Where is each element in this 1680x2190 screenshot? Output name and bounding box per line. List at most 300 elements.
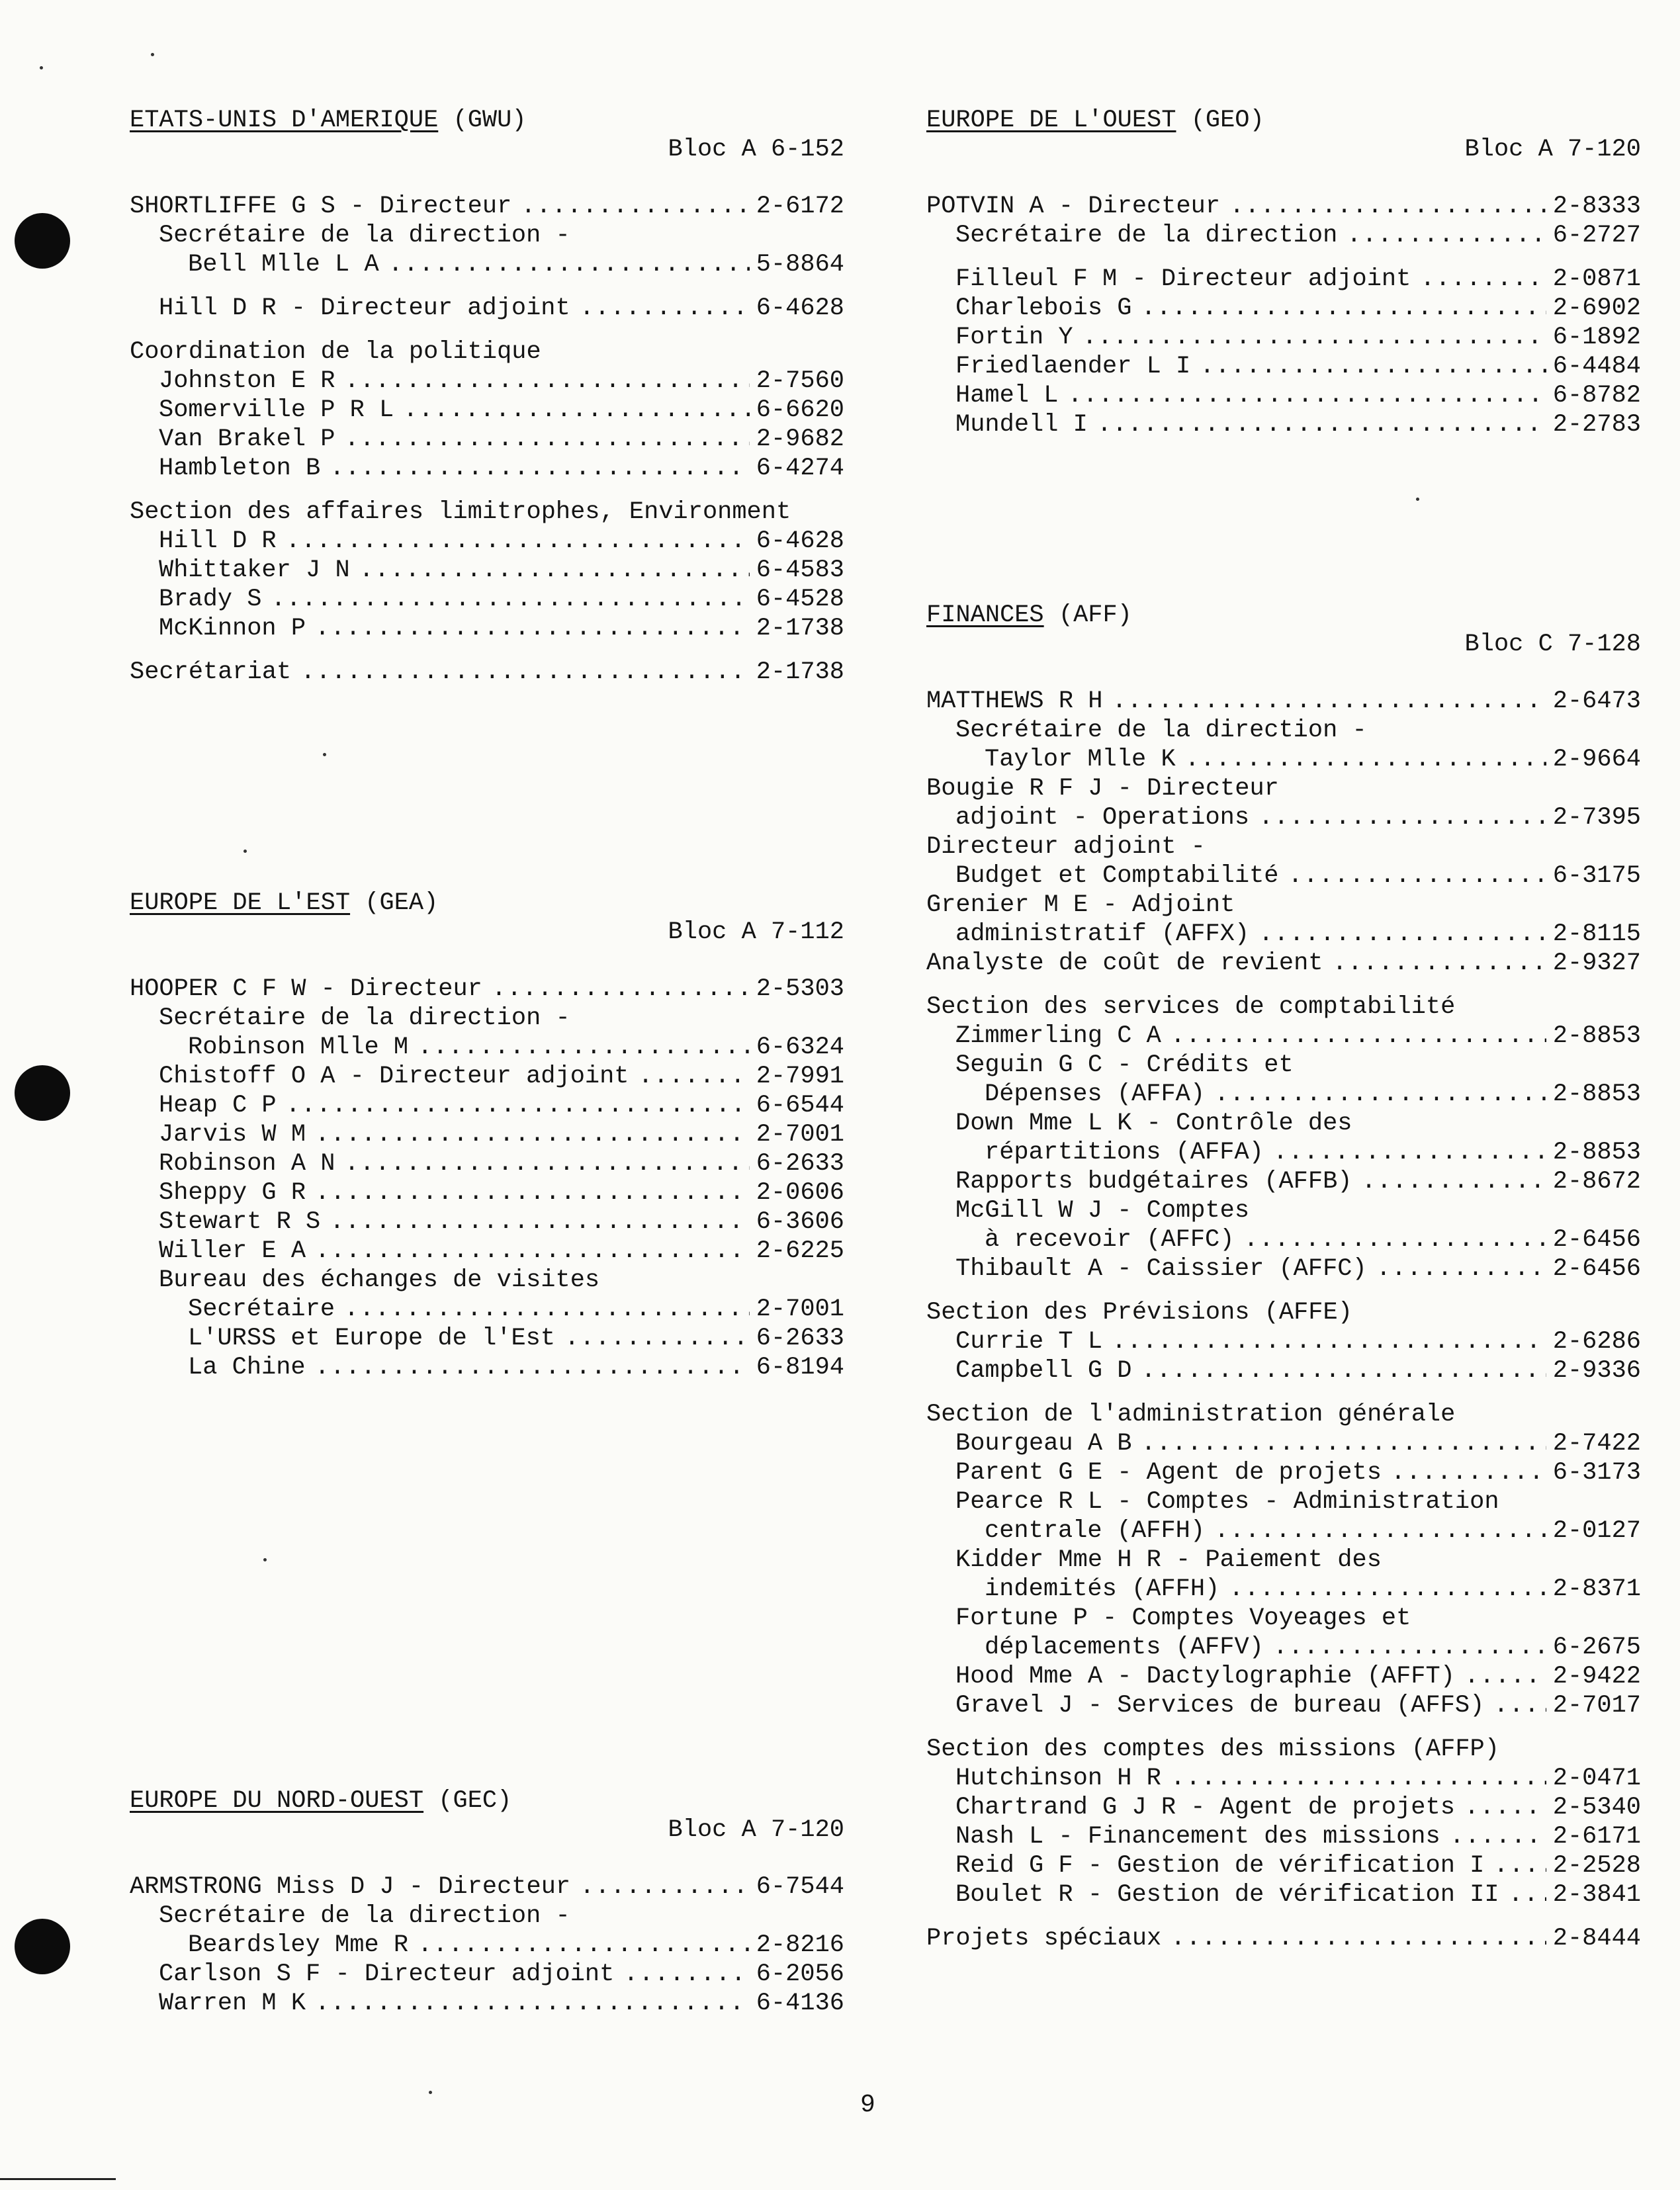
directory-entry [130, 658, 844, 687]
entry-phone: 2-8853 [1552, 1080, 1641, 1108]
entry-label: Section des affaires limitrophes, Environment [130, 498, 791, 526]
section-heading [926, 601, 1641, 630]
entry-label: Zimmerling C A [955, 1022, 1161, 1050]
entry-phone: 2-1738 [756, 658, 844, 686]
section-title: FINANCES [926, 601, 1044, 629]
entry-phone: 2-9422 [1552, 1663, 1641, 1690]
dot-leader [315, 614, 750, 643]
directory-entry [926, 1458, 1641, 1487]
entry-label: Whittaker J N [159, 556, 350, 584]
directory-entry [926, 410, 1641, 439]
entry-label: Secrétaire de la direction - [159, 1902, 570, 1930]
directory-entry [130, 1295, 844, 1324]
directory-entry [130, 1902, 844, 1931]
dot-leader [359, 556, 750, 585]
dot-leader [1362, 1167, 1546, 1196]
directory-entry [130, 337, 844, 367]
directory-entry [130, 1237, 844, 1266]
dot-leader [271, 585, 749, 614]
bloc-location: Bloc C 7-128 [1464, 631, 1641, 658]
bloc-location: Bloc A 7-120 [668, 1816, 844, 1844]
entry-label: Analyste de coût de revient [926, 949, 1323, 977]
entry-label: Thibault A - Caissier (AFFC) [955, 1255, 1367, 1283]
directory-entry [926, 1109, 1641, 1138]
directory-entry [926, 1575, 1641, 1604]
entry-phone: 6-4628 [756, 527, 844, 555]
section-title: EUROPE DE L'EST [130, 889, 351, 917]
directory-entry [130, 1178, 844, 1207]
dot-leader [418, 1033, 750, 1062]
directory-entry [130, 1960, 844, 1989]
directory-entry [926, 1400, 1641, 1429]
punch-hole-middle [15, 1065, 70, 1121]
bloc-location: Bloc A 7-112 [668, 918, 844, 946]
dot-leader [1141, 294, 1546, 323]
entry-label: Gravel J - Services de bureau (AFFS) [955, 1692, 1485, 1720]
directory-entry [926, 1080, 1641, 1109]
directory-entry [130, 1931, 844, 1960]
directory-entry [926, 1604, 1641, 1633]
entry-phone: 6-2056 [756, 1960, 844, 1988]
dot-leader [344, 425, 749, 454]
entry-phone: 2-7017 [1552, 1692, 1641, 1720]
entry-label: Secrétariat [130, 658, 292, 686]
dot-leader [623, 1960, 749, 1989]
dot-leader [1171, 1764, 1546, 1793]
entry-phone: 2-8371 [1552, 1575, 1641, 1603]
directory-entry [130, 1062, 844, 1091]
entry-label: Secrétaire de la direction - [159, 222, 570, 249]
scan-speck [263, 1558, 267, 1561]
entry-phone: 2-1738 [756, 615, 844, 642]
entry-phone: 2-6225 [756, 1237, 844, 1265]
entry-label: Parent G E - Agent de projets [955, 1459, 1382, 1487]
directory-entry [926, 1022, 1641, 1051]
entry-phone: 2-7422 [1552, 1430, 1641, 1458]
entry-label: Hamel L [955, 382, 1059, 410]
directory-entry [926, 1356, 1641, 1385]
entry-phone: 2-9327 [1552, 949, 1641, 977]
entry-phone: 2-7991 [756, 1063, 844, 1090]
directory-entry [926, 1254, 1641, 1284]
entry-label: Boulet R - Gestion de vérification II [955, 1881, 1499, 1909]
scan-speck [323, 753, 326, 756]
dot-leader [344, 367, 749, 396]
entry-phone: 6-4484 [1552, 353, 1641, 380]
directory-entry [130, 454, 844, 483]
entry-label: Secrétaire [188, 1295, 335, 1323]
directory-entry [926, 1924, 1641, 1953]
dot-leader [1141, 1356, 1546, 1385]
entry-phone: 2-9664 [1552, 746, 1641, 773]
directory-entry [926, 861, 1641, 891]
entry-label: McKinnon P [159, 615, 306, 642]
entry-label: Section de l'administration générale [926, 1401, 1456, 1428]
dot-leader [492, 975, 750, 1004]
section-etats-unis [130, 106, 844, 687]
entry-label: Hill D R [159, 527, 277, 555]
entry-label: Bourgeau A B [955, 1430, 1132, 1458]
entry-label: adjoint - Operations [955, 804, 1250, 832]
dot-leader [1229, 192, 1546, 221]
entry-label: SHORTLIFFE G S - Directeur [130, 193, 512, 220]
entry-label: Hood Mme A - Dactylographie (AFFT) [955, 1663, 1455, 1690]
entry-phone: 6-2675 [1552, 1634, 1641, 1661]
section-europe-ouest [926, 106, 1641, 439]
entry-label: Pearce R L - Comptes - Administration [955, 1488, 1499, 1516]
entry-label: Johnston E R [159, 367, 335, 395]
directory-entry [926, 192, 1641, 221]
directory-entry [130, 556, 844, 585]
dot-leader [1391, 1458, 1546, 1487]
entry-phone: 2-8216 [756, 1931, 844, 1959]
dot-leader [1097, 410, 1546, 439]
dot-leader [1067, 381, 1546, 410]
directory-entry [130, 614, 844, 643]
entry-label: administratif (AFFX) [955, 920, 1250, 948]
entry-label: à recevoir (AFFC) [985, 1226, 1235, 1254]
entry-label: Warren M K [159, 1990, 306, 2017]
section-code: (GEC) [438, 1787, 512, 1815]
entry-phone: 2-6456 [1552, 1255, 1641, 1283]
entry-label: Chistoff O A - Directeur adjoint [159, 1063, 629, 1090]
dot-leader [639, 1062, 750, 1091]
dot-leader [315, 1120, 750, 1149]
scan-speck [1416, 498, 1419, 501]
section-heading [130, 106, 844, 135]
entry-label: Taylor Mlle K [985, 746, 1176, 773]
entry-phone: 2-0471 [1552, 1765, 1641, 1792]
entry-label: HOOPER C F W - Directeur [130, 975, 482, 1003]
entry-label: Somerville P R L [159, 396, 394, 424]
entry-phone: 2-8333 [1552, 193, 1641, 220]
entry-label: Section des services de comptabilité [926, 993, 1456, 1021]
directory-entry [130, 221, 844, 250]
entry-label: déplacements (AFFV) [985, 1634, 1264, 1661]
entry-label: Grenier M E - Adjoint [926, 891, 1235, 919]
directory-entry [130, 294, 844, 323]
entry-label: L'URSS et Europe de l'Est [188, 1325, 556, 1352]
entry-phone: 6-6324 [756, 1033, 844, 1061]
dot-leader [315, 1237, 750, 1266]
entry-phone: 6-3606 [756, 1208, 844, 1236]
section-title: EUROPE DE L'OUEST [926, 107, 1176, 134]
dot-leader [1420, 265, 1546, 294]
dot-leader [1185, 745, 1546, 774]
directory-entry [130, 250, 844, 279]
dot-leader [388, 250, 750, 279]
entry-phone: 6-7544 [756, 1873, 844, 1901]
entry-phone: 2-6286 [1552, 1328, 1641, 1356]
entry-phone: 2-7395 [1552, 804, 1641, 832]
entry-phone: 6-2727 [1552, 222, 1641, 249]
entry-label: La Chine [188, 1354, 306, 1381]
entry-phone: 5-8864 [756, 251, 844, 279]
dot-leader [521, 192, 749, 221]
directory-entry [926, 1822, 1641, 1851]
entry-phone: 2-6902 [1552, 294, 1641, 322]
entry-label: Projets spéciaux [926, 1925, 1162, 1952]
entry-phone: 2-8672 [1552, 1168, 1641, 1196]
directory-entry [926, 1138, 1641, 1167]
directory-entry [926, 1051, 1641, 1080]
section-europe-est [130, 889, 844, 1382]
directory-entry [130, 1207, 844, 1237]
entry-phone: 2-8853 [1552, 1022, 1641, 1050]
entry-label: Coordination de la politique [130, 338, 541, 366]
dot-leader [580, 294, 750, 323]
dot-leader [300, 658, 750, 687]
entry-label: McGill W J - Comptes [955, 1197, 1250, 1225]
scan-edge-line [0, 2178, 116, 2180]
directory-entry [926, 1487, 1641, 1516]
section-code: (GEA) [365, 889, 439, 917]
directory-entry [130, 1324, 844, 1353]
directory-entry [926, 1851, 1641, 1880]
entry-phone: 2-6171 [1552, 1823, 1641, 1851]
entry-label: Stewart R S [159, 1208, 321, 1236]
entry-phone: 2-3841 [1552, 1881, 1641, 1909]
entry-phone: 2-2783 [1552, 411, 1641, 439]
entry-label: Section des Prévisions (AFFE) [926, 1299, 1352, 1327]
entry-label: Charlebois G [955, 294, 1132, 322]
directory-entry [130, 1989, 844, 2018]
entry-phone: 2-6473 [1552, 687, 1641, 715]
dot-leader [315, 1178, 750, 1207]
directory-entry [926, 832, 1641, 861]
directory-entry [130, 1353, 844, 1382]
entry-phone: 6-8782 [1552, 382, 1641, 410]
entry-label: Nash L - Financement des missions [955, 1823, 1440, 1851]
directory-entry [130, 396, 844, 425]
dot-leader [344, 1149, 749, 1178]
entry-label: Down Mme L K - Contrôle des [955, 1110, 1352, 1137]
directory-entry [926, 745, 1641, 774]
dot-leader [1214, 1080, 1546, 1109]
entry-label: Carlson S F - Directeur adjoint [159, 1960, 615, 1988]
section-code: (AFF) [1058, 601, 1132, 629]
dot-leader [1243, 1225, 1546, 1254]
section-heading [130, 889, 844, 918]
entry-label: Hill D R - Directeur adjoint [159, 294, 570, 322]
directory-entry [926, 265, 1641, 294]
entry-phone: 6-2633 [756, 1325, 844, 1352]
entry-label: Jarvis W M [159, 1121, 306, 1149]
dot-leader [1273, 1633, 1546, 1662]
dot-leader [344, 1295, 750, 1324]
entry-phone: 2-6172 [756, 193, 844, 220]
entry-phone: 6-4583 [756, 556, 844, 584]
entry-phone: 6-3175 [1552, 862, 1641, 890]
scan-speck [151, 53, 154, 56]
entry-phone: 6-4274 [756, 455, 844, 482]
dot-leader [286, 1091, 750, 1120]
dot-leader [1493, 1851, 1546, 1880]
entry-phone: 2-5303 [756, 975, 844, 1003]
entry-phone: 2-0871 [1552, 265, 1641, 293]
entry-phone: 2-9682 [756, 425, 844, 453]
directory-entry [926, 323, 1641, 352]
entry-phone: 2-8853 [1552, 1139, 1641, 1166]
entry-label: Robinson Mlle M [188, 1033, 409, 1061]
bloc-location: Bloc A 6-152 [668, 136, 844, 163]
entry-label: Dépenses (AFFA) [985, 1080, 1206, 1108]
punch-hole-bottom [15, 1919, 70, 1974]
entry-label: Robinson A N [159, 1150, 335, 1178]
dot-leader [1259, 803, 1546, 832]
directory-entry [130, 1120, 844, 1149]
entry-label: Heap C P [159, 1092, 277, 1119]
entry-label: Brady S [159, 586, 262, 613]
dot-leader [1141, 1429, 1546, 1458]
dot-leader [1112, 687, 1546, 716]
dot-leader [418, 1931, 750, 1960]
directory-entry [130, 1266, 844, 1295]
directory-entry [926, 774, 1641, 803]
directory-entry [926, 1429, 1641, 1458]
section-finances [926, 601, 1641, 1953]
directory-entry [926, 1327, 1641, 1356]
section-europe-nord-ouest [130, 1786, 844, 2018]
entry-phone: 6-6620 [756, 396, 844, 424]
entry-label: Secrétaire de la direction - [159, 1004, 570, 1032]
entry-phone: 2-5340 [1552, 1794, 1641, 1821]
entry-label: Bureau des échanges de visites [159, 1266, 600, 1294]
section-heading [926, 106, 1641, 135]
dot-leader [1464, 1662, 1546, 1691]
directory-entry [130, 1033, 844, 1062]
entry-label: Reid G F - Gestion de vérification I [955, 1852, 1485, 1880]
entry-label: Currie T L [955, 1328, 1103, 1356]
entry-label: Mundell I [955, 411, 1088, 439]
dot-leader [286, 527, 750, 556]
directory-entry [926, 1225, 1641, 1254]
directory-entry [926, 1546, 1641, 1575]
directory-entry [130, 1091, 844, 1120]
directory-entry [926, 381, 1641, 410]
entry-label: Hambleton B [159, 455, 321, 482]
section-code: (GEO) [1190, 107, 1264, 134]
dot-leader [1200, 352, 1546, 381]
dot-leader [330, 454, 750, 483]
dot-leader [1171, 1022, 1546, 1051]
entry-label: répartitions (AFFA) [985, 1139, 1264, 1166]
entry-phone: 2-0606 [756, 1179, 844, 1207]
directory-entry [926, 294, 1641, 323]
dot-leader [1273, 1138, 1546, 1167]
punch-hole-top [15, 213, 70, 269]
dot-leader [1214, 1516, 1546, 1546]
directory-entry [926, 1516, 1641, 1546]
directory-entry [130, 1004, 844, 1033]
entry-phone: 6-4136 [756, 1990, 844, 2017]
section-heading [130, 1786, 844, 1816]
dot-leader [580, 1872, 750, 1902]
dot-leader [1450, 1822, 1546, 1851]
page-number: 9 [860, 2091, 875, 2119]
entry-phone: 6-1892 [1552, 324, 1641, 351]
directory-entry [926, 803, 1641, 832]
entry-label: POTVIN A - Directeur [926, 193, 1221, 220]
entry-label: MATTHEWS R H [926, 687, 1103, 715]
entry-label: Hutchinson H R [955, 1765, 1161, 1792]
entry-phone: 2-7560 [756, 367, 844, 395]
entry-label: indemités (AFFH) [985, 1575, 1220, 1603]
entry-label: Fortune P - Comptes Voyeages et [955, 1604, 1411, 1632]
scan-speck [243, 850, 247, 853]
directory-entry [926, 1167, 1641, 1196]
entry-label: Secrétaire de la direction [955, 222, 1338, 249]
section-code: (GWU) [453, 107, 527, 134]
directory-entry [926, 949, 1641, 978]
entry-label: Kidder Mme H R - Paiement des [955, 1546, 1382, 1574]
entry-phone: 2-2528 [1552, 1852, 1641, 1880]
scan-speck [429, 2091, 432, 2094]
entry-label: Van Brakel P [159, 425, 335, 453]
dot-leader [1112, 1327, 1546, 1356]
directory-entry [926, 1880, 1641, 1909]
directory-entry [926, 687, 1641, 716]
entry-phone: 6-6544 [756, 1092, 844, 1119]
entry-label: Willer E A [159, 1237, 306, 1265]
directory-entry [926, 1691, 1641, 1720]
directory-entry [926, 1633, 1641, 1662]
section-title: EUROPE DU NORD-OUEST [130, 1787, 424, 1815]
entry-label: Sheppy G R [159, 1179, 306, 1207]
dot-leader [1288, 861, 1546, 891]
directory-entry [926, 221, 1641, 250]
directory-entry [130, 975, 844, 1004]
directory-entry [926, 1764, 1641, 1793]
directory-entry [926, 1196, 1641, 1225]
entry-phone: 6-4628 [756, 294, 844, 322]
dot-leader [1333, 949, 1546, 978]
directory-entry [926, 352, 1641, 381]
directory-entry [926, 1662, 1641, 1691]
entry-phone: 2-8444 [1552, 1925, 1641, 1952]
dot-leader [330, 1207, 750, 1237]
dot-leader [1509, 1880, 1546, 1909]
dot-leader [1376, 1254, 1546, 1284]
entry-phone: 2-7001 [756, 1295, 844, 1323]
entry-label: centrale (AFFH) [985, 1517, 1206, 1545]
entry-label: ARMSTRONG Miss D J - Directeur [130, 1873, 571, 1901]
directory-entry [130, 425, 844, 454]
entry-phone: 6-2633 [756, 1150, 844, 1178]
directory-entry [130, 585, 844, 614]
entry-label: Section des comptes des missions (AFFP) [926, 1735, 1499, 1763]
dot-leader [1493, 1691, 1546, 1720]
entry-label: Bougie R F J - Directeur [926, 775, 1279, 803]
directory-entry [926, 1793, 1641, 1822]
entry-label: Budget et Comptabilité [955, 862, 1279, 890]
entry-label: Filleul F M - Directeur adjoint [955, 265, 1411, 293]
section-title: ETATS-UNIS D'AMERIQUE [130, 107, 439, 134]
entry-phone: 2-6456 [1552, 1226, 1641, 1254]
dot-leader [1464, 1793, 1546, 1822]
entry-label: Beardsley Mme R [188, 1931, 409, 1959]
entry-phone: 2-7001 [756, 1121, 844, 1149]
directory-entry [130, 498, 844, 527]
directory-entry [926, 920, 1641, 949]
entry-label: Fortin Y [955, 324, 1073, 351]
directory-entry [926, 1735, 1641, 1764]
entry-label: Campbell G D [955, 1357, 1132, 1385]
entry-label: Rapports budgétaires (AFFB) [955, 1168, 1352, 1196]
dot-leader [403, 396, 750, 425]
dot-leader [1347, 221, 1546, 250]
entry-label: Directeur adjoint - [926, 833, 1206, 861]
